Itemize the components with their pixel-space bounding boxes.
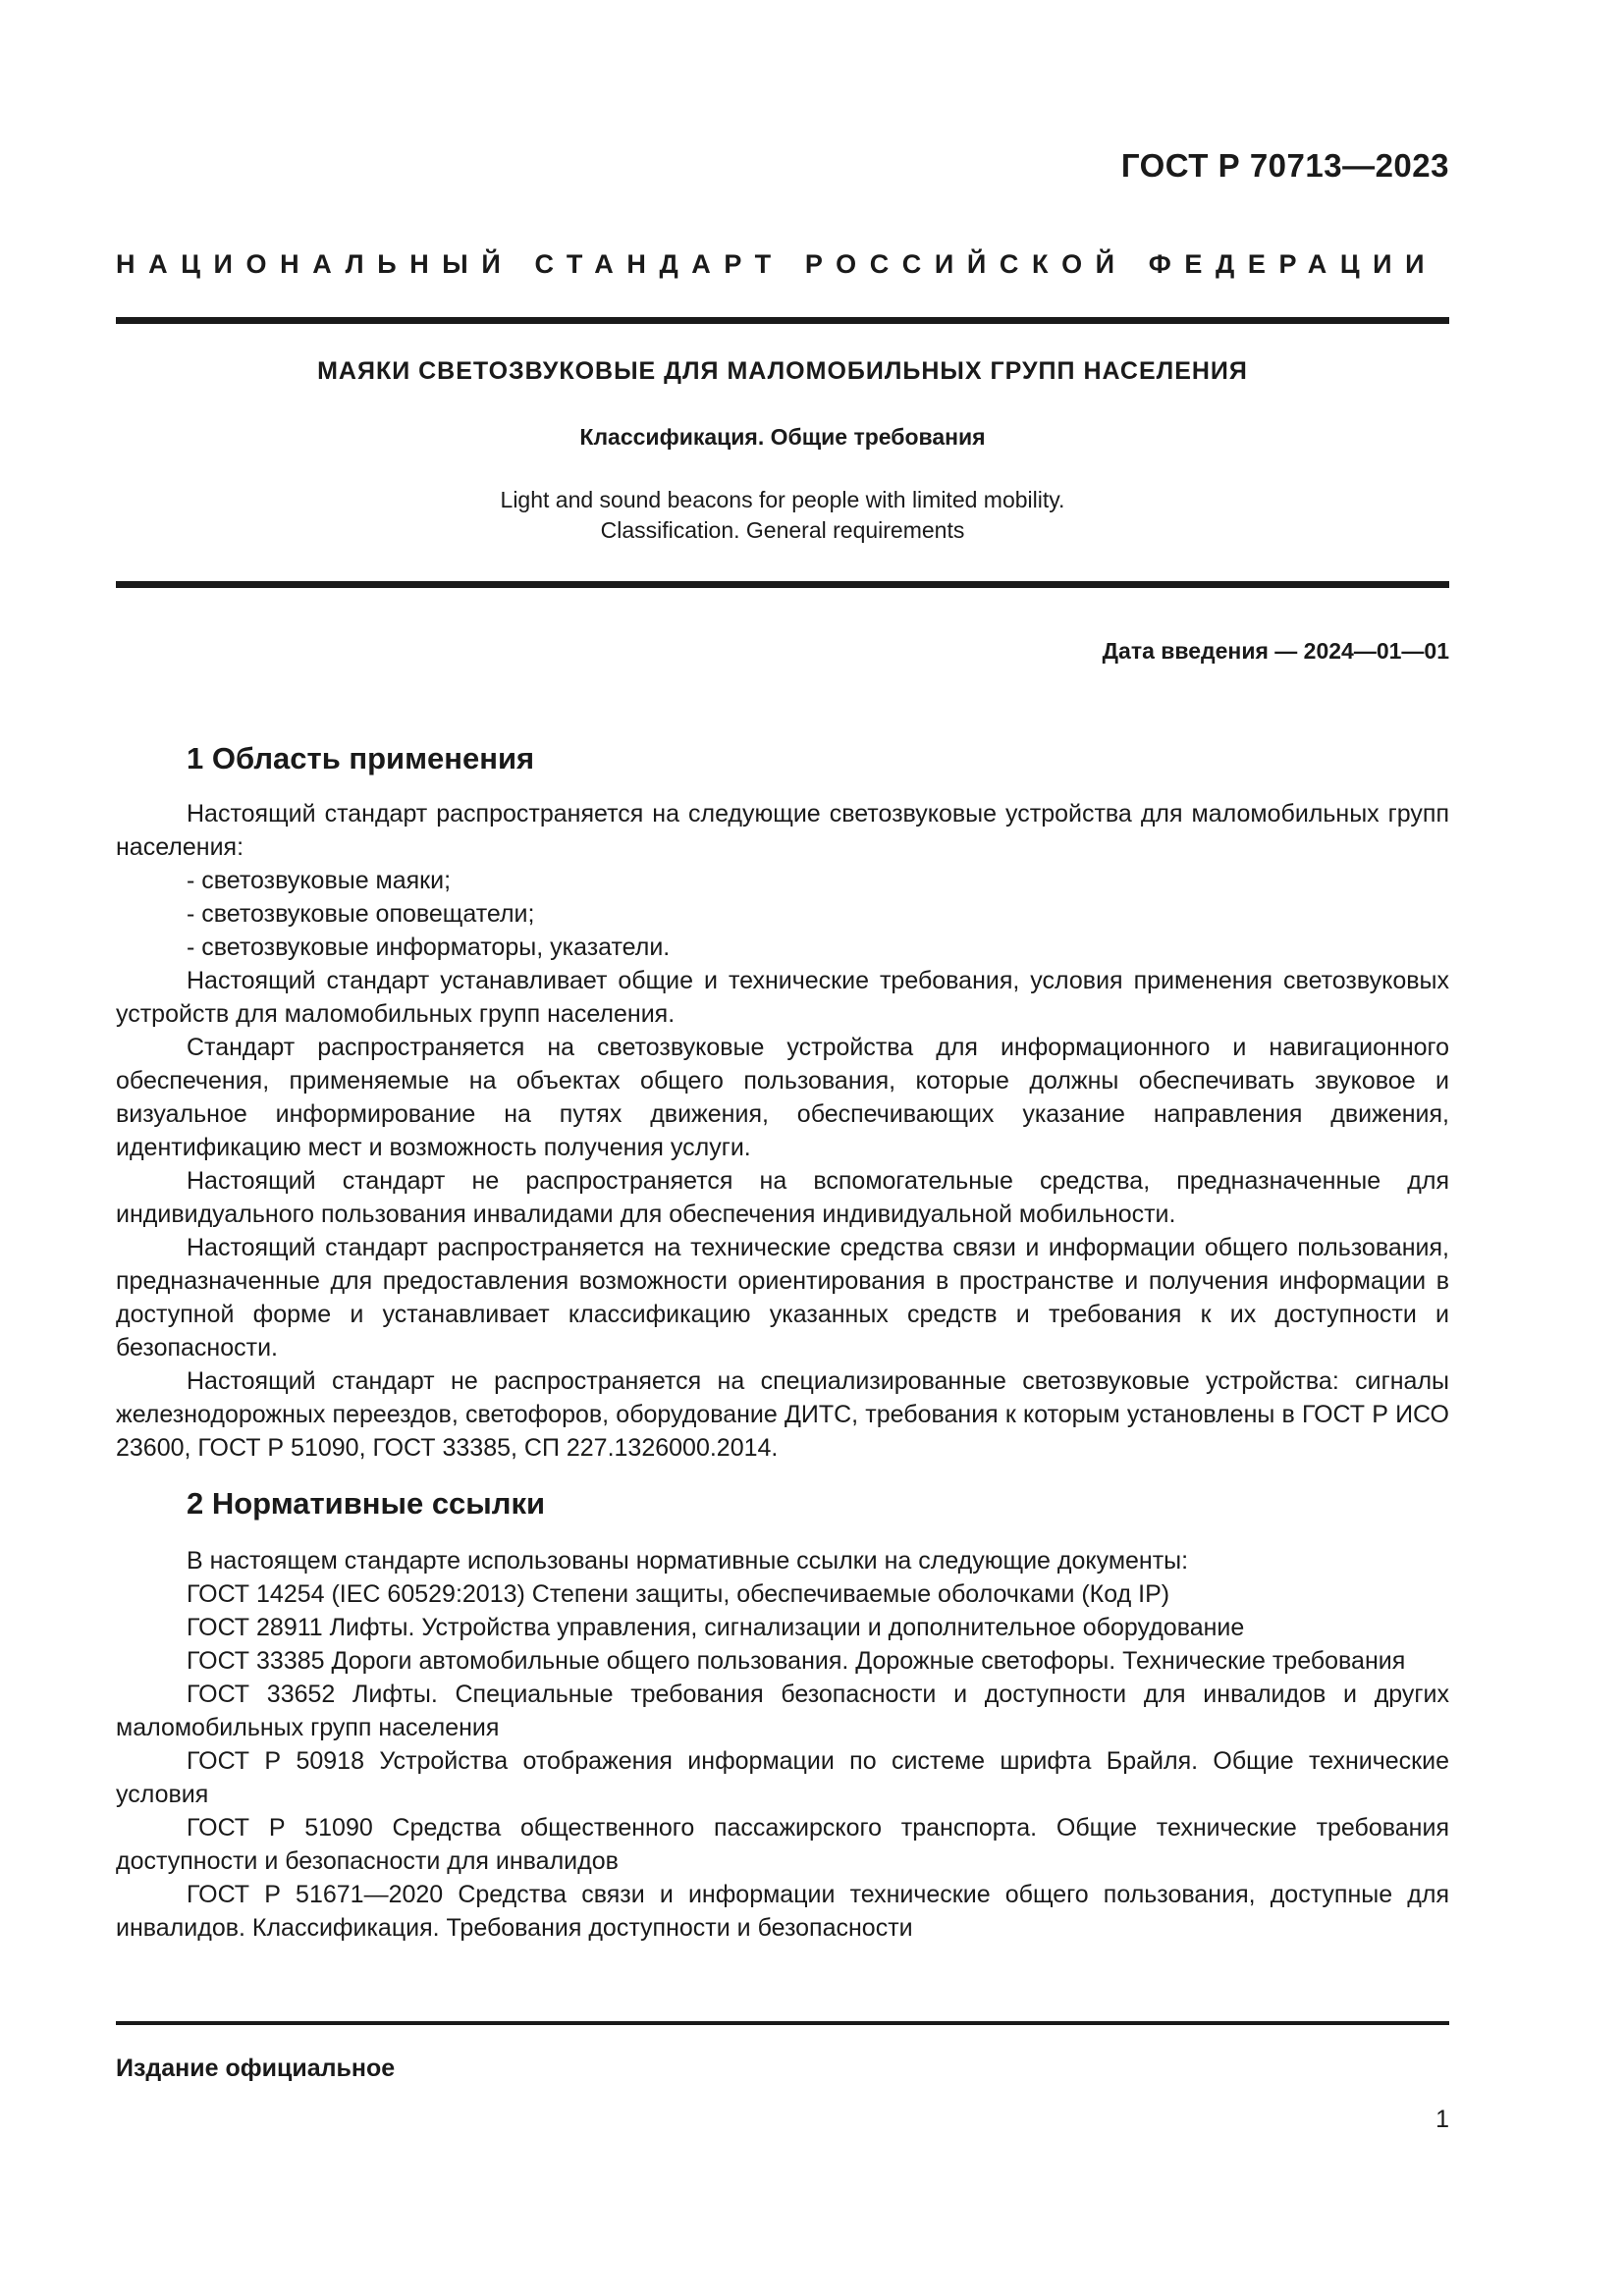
document-subtitle: Классификация. Общие требования [579,424,986,450]
official-edition-label: Издание официальное [116,2055,396,2082]
reference-item: ГОСТ 14254 (IEC 60529:2013) Степени защиты, обеспечиваемые оболочками (Код IP) [187,1580,1170,1608]
paragraph: Стандарт распространяется на светозвуковые устройства для информационного и навигационного обеспечения, применяемые на объектах общего пользования, которые должны обеспечивать звуковое и визуальное информирование на путях движения, обеспечивающих указание направления движения, идентификацию мест и возможность получения услуги. [116,1034,1449,1161]
reference-item: ГОСТ Р 51090 Средства общественного пассажирского транспорта. Общие технические требования доступности и безопасности для инвалидов [116,1814,1449,1875]
title-divider [116,581,1449,588]
page-number: 1 [1435,2106,1449,2133]
reference-item: ГОСТ Р 51671—2020 Средства связи и информации технические общего пользования, доступные для инвалидов. Классификация. Требования доступности и безопасности [116,1881,1449,1942]
section-1-heading: 1 Область применения [187,741,535,775]
national-standard-banner: НАЦИОНАЛЬНЫЙ СТАНДАРТ РОССИЙСКОЙ ФЕДЕРАЦИИ [116,249,1438,279]
paragraph: Настоящий стандарт не распространяется на вспомогательные средства, предназначенные для индивидуального пользования инвалидами для обеспечения индивидуальной мобильности. [116,1167,1449,1228]
paragraph: Настоящий стандарт устанавливает общие и технические требования, условия применения светозвуковых устройств для маломобильных групп населения. [116,967,1449,1028]
reference-item: ГОСТ 33652 Лифты. Специальные требования безопасности и доступности для инвалидов и других маломобильных групп населения [116,1681,1449,1741]
introduction-date: Дата введения — 2024—01—01 [1102,638,1449,664]
document-title: МАЯКИ СВЕТОЗВУКОВЫЕ ДЛЯ МАЛОМОБИЛЬНЫХ ГРУПП НАСЕЛЕНИЯ [317,357,1248,385]
footer-divider [116,2021,1449,2025]
paragraph: Настоящий стандарт распространяется на следующие светозвуковые устройства для маломобильных групп населения: [116,800,1449,861]
paragraph: Настоящий стандарт распространяется на технические средства связи и информации общего пользования, предназначенные для предоставления возможности ориентирования в пространстве и получения информации в доступной форме и устанавливает классификацию указанных средств и требования к их доступности и безопасности. [116,1234,1449,1362]
list-item: - светозвуковые информаторы, указатели. [187,934,671,961]
section-1-body [116,797,1449,1465]
reference-item: ГОСТ Р 50918 Устройства отображения информации по системе шрифта Брайля. Общие технические условия [116,1747,1449,1808]
list-item: - светозвуковые маяки; [187,867,452,894]
document-code: ГОСТ Р 70713—2023 [1120,147,1449,184]
reference-item: ГОСТ 33385 Дороги автомобильные общего пользования. Дорожные светофоры. Технические требования [187,1647,1406,1675]
paragraph: Настоящий стандарт не распространяется на специализированные светозвуковые устройства: сигналы железнодорожных переездов, светофоров, оборудование ДИТС, требования к которым установлены в ГОСТ Р ИСО 23600, ГОСТ Р 51090, ГОСТ 33385, СП 227.1326000.2014. [116,1367,1449,1462]
reference-item: ГОСТ 28911 Лифты. Устройства управления, сигнализации и дополнительное оборудование [187,1614,1245,1641]
english-title-line-1: Light and sound beacons for people with limited mobility. [500,487,1065,512]
top-divider [116,317,1449,324]
english-title-line-2: Classification. General requirements [600,517,965,543]
section-2-heading: 2 Нормативные ссылки [187,1486,546,1521]
list-item: - светозвуковые оповещатели; [187,900,535,928]
section-2-body [116,1544,1449,1945]
paragraph: В настоящем стандарте использованы нормативные ссылки на следующие документы: [187,1547,1189,1575]
english-title [116,485,1449,546]
